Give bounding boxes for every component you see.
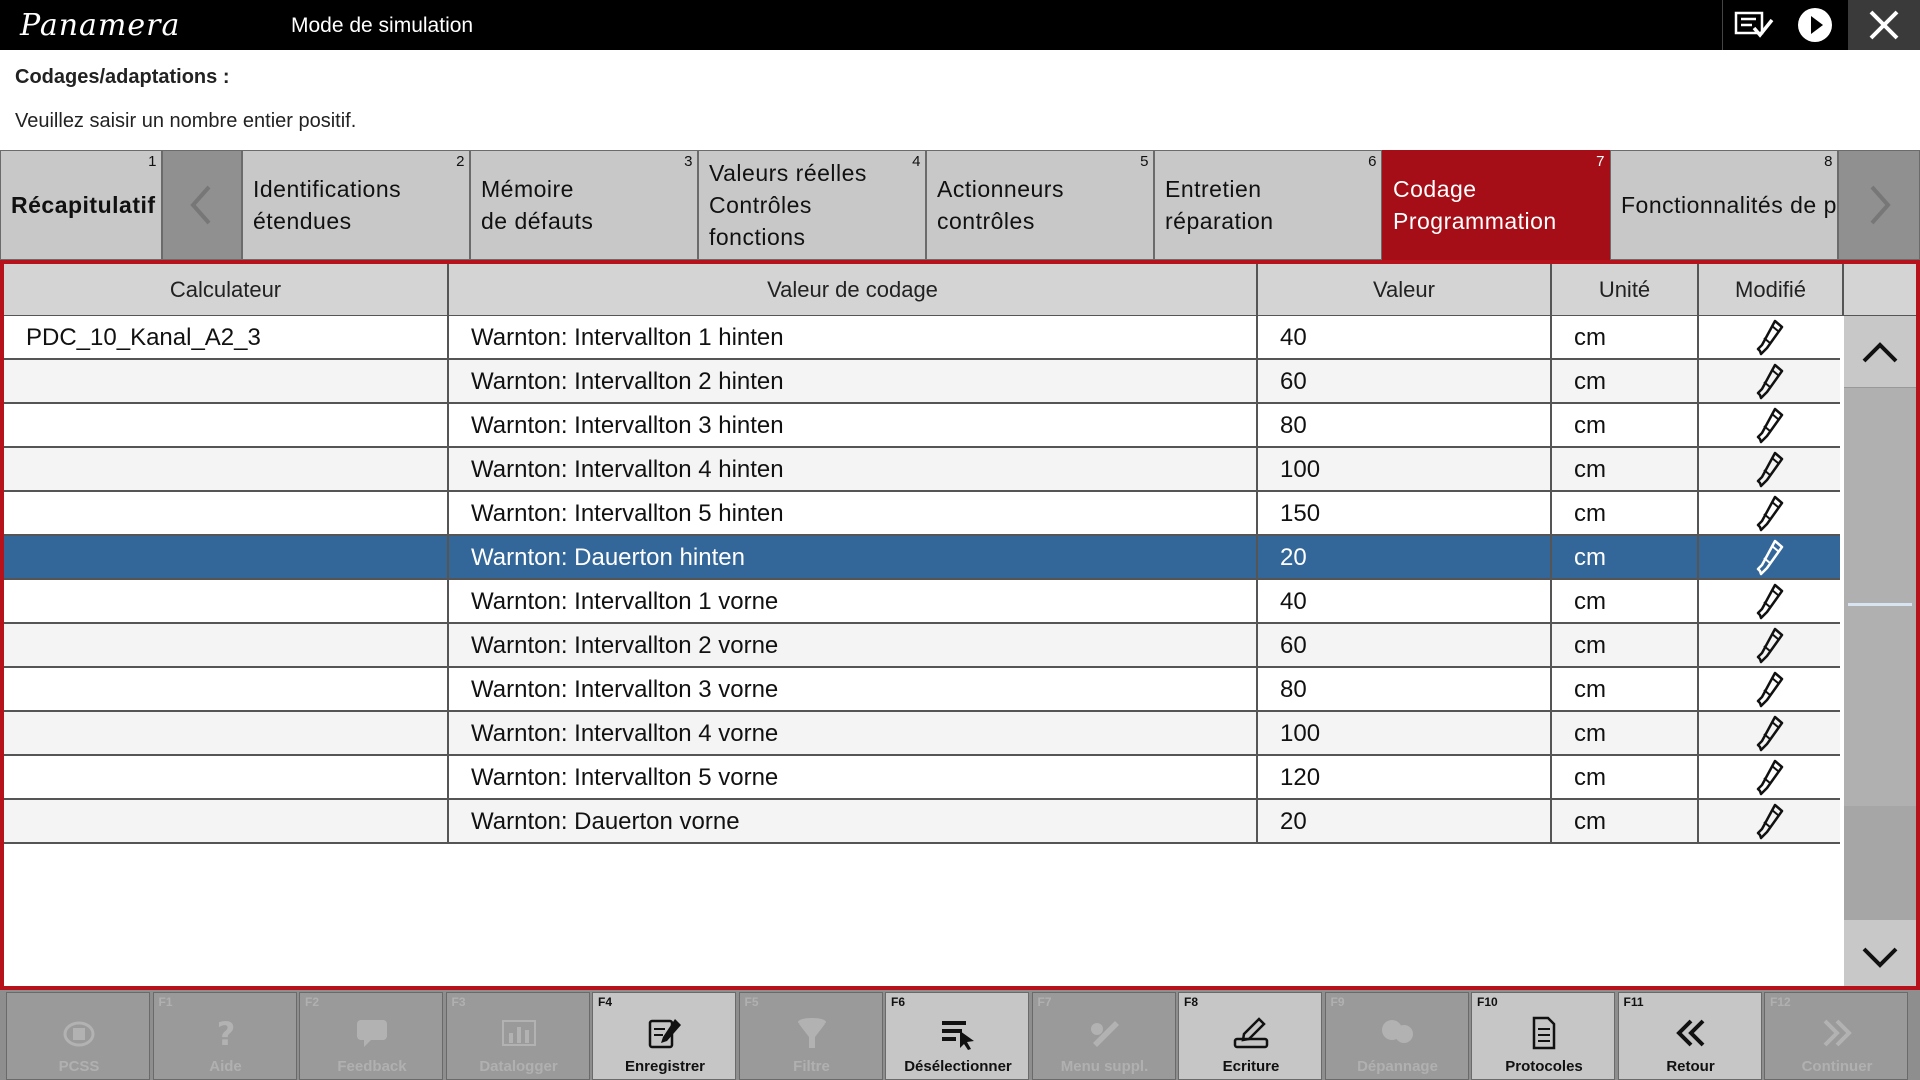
fkey-text: Protocoles — [1505, 1058, 1583, 1075]
unite-cell: cm — [1552, 448, 1699, 492]
fkey-f11-button[interactable] — [1618, 992, 1762, 1080]
chevron-right-icon — [1864, 183, 1894, 227]
chevron-up-icon — [1860, 339, 1900, 365]
table-row[interactable] — [4, 668, 1840, 712]
valeur-codage-cell: Warnton: Intervallton 3 vorne — [449, 668, 1258, 712]
title-bar — [0, 0, 1920, 50]
fkey-label: F7 — [1037, 995, 1052, 1009]
calculateur-cell — [4, 360, 449, 404]
calculateur-cell — [4, 800, 449, 844]
column-header-valeur[interactable]: Valeur — [1258, 264, 1552, 316]
tab-label: Codage Programmation — [1393, 176, 1557, 234]
tab-label: Entretien réparation — [1165, 176, 1274, 234]
tab-label: Actionneurs contrôles — [937, 176, 1064, 234]
fkey-f7-button[interactable] — [1032, 992, 1176, 1080]
table-row[interactable] — [4, 624, 1840, 668]
scroll-up-button[interactable] — [1844, 316, 1916, 388]
edit-pencil-icon[interactable] — [1699, 404, 1840, 448]
fkey-label: F10 — [1477, 995, 1498, 1009]
valeur-cell[interactable]: 60 — [1258, 360, 1552, 404]
scrollbar[interactable] — [1844, 316, 1916, 990]
svg-text:?: ? — [216, 1015, 235, 1051]
tab-bar — [0, 150, 1920, 260]
column-header-modifie[interactable]: Modifié — [1699, 264, 1844, 316]
fkey-text: Dépannage — [1357, 1058, 1438, 1075]
edit-pencil-icon[interactable] — [1699, 800, 1840, 844]
fkey-f8-button[interactable] — [1178, 992, 1322, 1080]
calculateur-cell — [4, 712, 449, 756]
valeur-cell[interactable]: 120 — [1258, 756, 1552, 800]
unite-cell: cm — [1552, 800, 1699, 844]
coding-table — [0, 260, 1920, 990]
chevron-left-icon — [187, 183, 217, 227]
help-icon — [154, 1013, 298, 1053]
unite-cell: cm — [1552, 668, 1699, 712]
tab-codage-programmation[interactable] — [1382, 150, 1610, 260]
fkey-text: Menu suppl. — [1060, 1058, 1149, 1075]
chevron-down-icon — [1860, 945, 1900, 971]
play-icon — [1796, 6, 1834, 44]
unite-cell: cm — [1552, 536, 1699, 580]
table-row[interactable] — [4, 448, 1840, 492]
edit-pencil-icon[interactable] — [1699, 580, 1840, 624]
checklist-icon — [1734, 10, 1774, 40]
continue-icon — [1765, 1013, 1909, 1053]
valeur-codage-cell: Warnton: Intervallton 2 hinten — [449, 360, 1258, 404]
valeur-codage-cell: Warnton: Intervallton 1 vorne — [449, 580, 1258, 624]
fkey-label: F2 — [305, 995, 320, 1009]
close-button[interactable] — [1848, 0, 1920, 50]
valeur-cell[interactable]: 80 — [1258, 404, 1552, 448]
troubleshooting-icon — [1326, 1013, 1470, 1053]
valeur-codage-cell: Warnton: Intervallton 4 vorne — [449, 712, 1258, 756]
fkey-f6-button[interactable] — [885, 992, 1029, 1080]
fkey-label: F9 — [1330, 995, 1345, 1009]
tab-scroll-right-button[interactable] — [1838, 150, 1920, 260]
calculateur-cell — [4, 448, 449, 492]
fkey-label: F3 — [451, 995, 466, 1009]
fkey-f2-button[interactable] — [299, 992, 443, 1080]
scroll-position-marker — [1848, 603, 1912, 606]
tab-identifications[interactable] — [242, 150, 470, 260]
tab-number: 2 — [456, 153, 465, 170]
edit-pencil-icon[interactable] — [1699, 360, 1840, 404]
tab-memoire-defauts[interactable] — [470, 150, 698, 260]
fkey-text: Filtre — [793, 1058, 830, 1075]
tab-number: 8 — [1824, 153, 1833, 170]
valeur-codage-cell: Warnton: Intervallton 5 vorne — [449, 756, 1258, 800]
fkey-label: F8 — [1184, 995, 1199, 1009]
valeur-cell[interactable]: 20 — [1258, 536, 1552, 580]
tab-number: 6 — [1368, 153, 1377, 170]
fkey-text: Aide — [209, 1058, 242, 1075]
valeur-codage-cell: Warnton: Dauerton hinten — [449, 536, 1258, 580]
edit-pencil-icon[interactable] — [1699, 712, 1840, 756]
protocols-icon — [1472, 1013, 1616, 1053]
play-button[interactable] — [1784, 0, 1846, 50]
tab-entretien[interactable] — [1154, 150, 1382, 260]
fkey-text: Désélectionner — [904, 1058, 1012, 1075]
fkey-f10-button[interactable] — [1471, 992, 1615, 1080]
valeur-cell[interactable]: 100 — [1258, 712, 1552, 756]
edit-pencil-icon[interactable] — [1699, 448, 1840, 492]
table-row[interactable] — [4, 800, 1840, 844]
tab-number: 1 — [148, 153, 157, 170]
mode-label: Mode de simulation — [291, 14, 474, 37]
fkey-text: Datalogger — [479, 1058, 558, 1075]
table-row[interactable] — [4, 536, 1840, 580]
edit-pencil-icon[interactable] — [1699, 756, 1840, 800]
table-header — [4, 264, 1916, 316]
valeur-cell[interactable]: 60 — [1258, 624, 1552, 668]
scroll-thumb[interactable] — [1844, 388, 1916, 806]
fkey-f3-button[interactable] — [446, 992, 590, 1080]
tab-valeurs-reelles[interactable] — [698, 150, 926, 260]
calculateur-cell — [4, 536, 449, 580]
edit-pencil-icon[interactable] — [1699, 668, 1840, 712]
fkey-pcss-button[interactable] — [6, 992, 150, 1080]
tab-scroll-left-button[interactable] — [162, 150, 242, 260]
tab-label: Fonctionnalités de p — [1621, 192, 1837, 218]
edit-pencil-icon[interactable] — [1699, 536, 1840, 580]
valeur-cell[interactable]: 100 — [1258, 448, 1552, 492]
unite-cell: cm — [1552, 404, 1699, 448]
calculateur-cell — [4, 624, 449, 668]
fkey-f9-button[interactable] — [1325, 992, 1469, 1080]
valeur-codage-cell: Warnton: Intervallton 3 hinten — [449, 404, 1258, 448]
app-logo: Panamera — [20, 8, 181, 43]
column-header-calculateur[interactable]: Calculateur — [4, 264, 449, 316]
save-icon — [593, 1013, 737, 1053]
fkey-text: Enregistrer — [624, 1058, 706, 1075]
column-header-unite[interactable]: Unité — [1552, 264, 1699, 316]
tools-menu-icon — [1033, 1013, 1177, 1053]
fkey-text: Ecriture — [1222, 1058, 1280, 1075]
page-title: Codages/adaptations : — [15, 66, 230, 88]
calculateur-cell — [4, 580, 449, 624]
table-row[interactable] — [4, 756, 1840, 800]
fkey-text: Feedback — [337, 1058, 407, 1075]
table-row[interactable] — [4, 580, 1840, 624]
fkey-label: F11 — [1623, 995, 1644, 1009]
tab-number: 5 — [1140, 153, 1149, 170]
fkey-text: Retour — [1666, 1058, 1715, 1075]
unite-cell: cm — [1552, 492, 1699, 536]
checklist-button[interactable] — [1722, 0, 1784, 50]
tab-number: 7 — [1596, 153, 1605, 170]
valeur-cell[interactable]: 80 — [1258, 668, 1552, 712]
tab-label: Valeurs réelles Contrôles fonctions — [709, 160, 867, 250]
valeur-codage-cell: Warnton: Intervallton 5 hinten — [449, 492, 1258, 536]
fkey-f12-button[interactable] — [1764, 992, 1908, 1080]
valeur-codage-cell: Warnton: Intervallton 1 hinten — [449, 316, 1258, 360]
tab-fonctionnalites[interactable] — [1610, 150, 1838, 260]
table-row[interactable] — [4, 316, 1840, 360]
unite-cell: cm — [1552, 756, 1699, 800]
feedback-icon — [300, 1013, 444, 1053]
close-icon — [1867, 8, 1901, 42]
valeur-cell[interactable]: 40 — [1258, 580, 1552, 624]
instruction-text: Veuillez saisir un nombre entier positif. — [15, 110, 357, 132]
datalogger-icon — [447, 1013, 591, 1053]
fkey-label: F12 — [1770, 995, 1791, 1009]
tab-label: Récapitulatif — [11, 192, 156, 218]
fkey-label: F4 — [598, 995, 613, 1009]
unite-cell: cm — [1552, 624, 1699, 668]
tab-number: 3 — [684, 153, 693, 170]
edit-pencil-icon[interactable] — [1699, 316, 1840, 360]
table-body — [4, 316, 1840, 990]
fkey-f5-button[interactable] — [739, 992, 883, 1080]
valeur-cell[interactable]: 150 — [1258, 492, 1552, 536]
fkey-label: F5 — [744, 995, 759, 1009]
calculateur-cell: PDC_10_Kanal_A2_3 — [4, 316, 449, 360]
calculateur-cell — [4, 668, 449, 712]
pcss-icon — [7, 1013, 151, 1053]
valeur-codage-cell: Warnton: Intervallton 2 vorne — [449, 624, 1258, 668]
unite-cell: cm — [1552, 580, 1699, 624]
back-icon — [1619, 1013, 1763, 1053]
deselect-icon — [886, 1013, 1030, 1053]
valeur-cell[interactable]: 20 — [1258, 800, 1552, 844]
fkey-text: PCSS — [58, 1058, 100, 1075]
tab-label: Identifications étendues — [253, 176, 402, 234]
valeur-cell[interactable]: 40 — [1258, 316, 1552, 360]
filter-icon — [740, 1013, 884, 1053]
fkey-label: F1 — [158, 995, 173, 1009]
write-icon — [1179, 1013, 1323, 1053]
table-row[interactable] — [4, 404, 1840, 448]
edit-pencil-icon[interactable] — [1699, 492, 1840, 536]
unite-cell: cm — [1552, 360, 1699, 404]
table-row[interactable] — [4, 712, 1840, 756]
fkey-text: Continuer — [1801, 1058, 1873, 1075]
tab-recapitulatif[interactable] — [0, 150, 162, 260]
fkey-f1-button[interactable] — [153, 992, 297, 1080]
edit-pencil-icon[interactable] — [1699, 624, 1840, 668]
column-header-valeur-codage[interactable]: Valeur de codage — [449, 264, 1258, 316]
valeur-codage-cell: Warnton: Dauerton vorne — [449, 800, 1258, 844]
table-row[interactable] — [4, 492, 1840, 536]
table-row[interactable] — [4, 360, 1840, 404]
calculateur-cell — [4, 756, 449, 800]
calculateur-cell — [4, 404, 449, 448]
scroll-down-button[interactable] — [1844, 920, 1916, 990]
tab-actionneurs[interactable] — [926, 150, 1154, 260]
valeur-codage-cell: Warnton: Intervallton 4 hinten — [449, 448, 1258, 492]
fkey-label: F6 — [891, 995, 906, 1009]
calculateur-cell — [4, 492, 449, 536]
fkey-f4-button[interactable] — [592, 992, 736, 1080]
unite-cell: cm — [1552, 316, 1699, 360]
unite-cell: cm — [1552, 712, 1699, 756]
scroll-track[interactable] — [1844, 388, 1916, 920]
tab-label: Mémoire de défauts — [481, 176, 594, 234]
tab-number: 4 — [912, 153, 921, 170]
function-key-bar — [0, 990, 1920, 1080]
